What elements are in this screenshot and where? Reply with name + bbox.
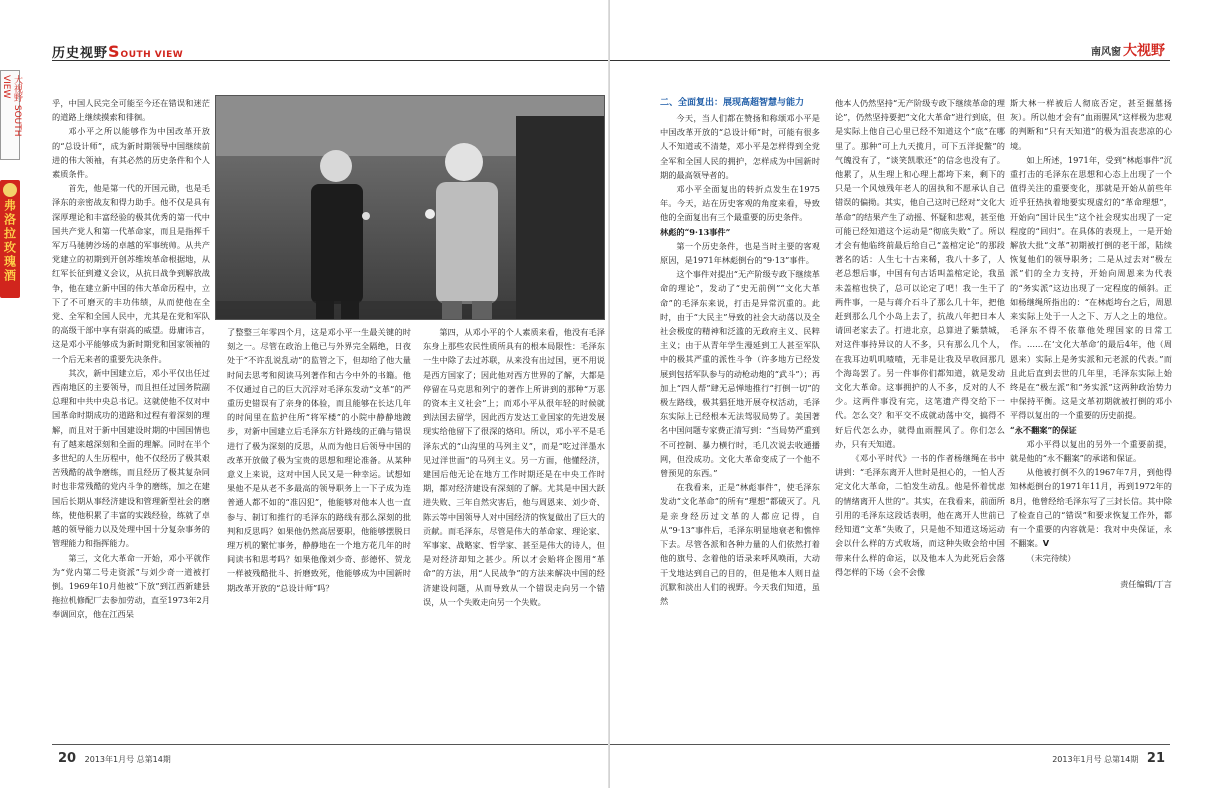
logo-seal-icon <box>3 183 17 197</box>
subheading: 林彪的“9·13事件” <box>660 226 731 237</box>
paragraph: 邓小平之所以能够作为中国改革开放的“总设计师”，成为新时期领导中国继续前进的伟大领袖，有其必然的历史条件和个人素质条件。 <box>52 126 210 180</box>
paragraph: 邓小平得以复出的另外一个重要前提，就是他的“永不翻案”的承诺和保证。 <box>1010 438 1172 464</box>
section-title-zh: 历史视野 <box>52 46 109 61</box>
paragraph: 首先，他是第一代的开国元勋，也是毛泽东的亲密战友和得力助手。他不仅是具有深厚理论和丰富经验的极其优秀的第一代中国共产党人和第一代革命家，而且是指挥千军万马驰骋沙场的卓越的军事统帅。从共产党建立的初期到开创苏维埃革命根据地，从红军长征到遵义会议，从抗日战争到解放战争，他在建立新中国的伟大革命历程中，立下了不可磨灭的丰功伟绩，从而使他在全党、全军和全国人民中，尤其是在党和军队的高级干部中享有崇高的威望。毋庸讳言，这是邓小平能够成为新时期党和国家领袖的一个后无来者的重要先决条件。 <box>52 183 210 364</box>
right-page-column-3 <box>1010 96 1172 591</box>
paragraph: 斯大林一样被后人彻底否定，甚至掘墓扬灰）。所以他才会有“血雨腥风”这样极为悲观的判断和“只有天知道”的极为沮丧悲凉的心境。 <box>1010 98 1172 151</box>
section-header-right <box>1091 40 1165 60</box>
editor-credit: 责任编辑/丁言 <box>1120 578 1172 589</box>
footer-rule <box>52 744 608 745</box>
page-footer-left <box>52 751 171 766</box>
paragraph: 了整整三年零四个月，这是邓小平一生最关键的时刻之一。尽管在政治上他已与外界完全隔绝，日夜处于“不许乱说乱动”的监管之下，但却给了他大量时间去思考和阅读马列著作和古今中外的书籍。他不仅通过自己的巨大沉浮对毛泽东发动“文革”的严重历史错误有了亲身的体验，而且能够在长达几年的时间里在监护住所“将军楼”的小院中静静地踱步，对新中国建立后毛泽东方针路线的正确与错误进行了极为深刻的反思，从而为他日后领导中国的改革开放做了极为宝贵的思想和理论准备。从某种意义上来说，这对中国人民又是一种幸运。试想如果他不是从老不多最高的领导职务上一下子成为连普通人都不如的“准囚犯”，他能够对他本人也一直参与、制订和推行的毛泽东的路线有那么深刻的批判和反思吗？如果他仍然高居要职，他能够摆脱日理万机的繁忙事务，静静地在一个地方花几年的时间读书和思考吗？如果他像刘少奇、彭德怀、贺龙一样被残酷批斗、折磨致死，他能够成为中国新时期改革开放的“总设计师”吗？ <box>227 327 411 593</box>
section-header-left <box>52 42 183 61</box>
left-page-column-2 <box>227 325 411 595</box>
right-page-column-2 <box>835 96 1005 579</box>
page-number: 20 <box>58 751 77 766</box>
paragraph: 乎，中国人民完全可能至今还在错误和迷茫的道路上继续摸索和徘徊。 <box>52 98 210 123</box>
issue-info: 2013年1月号 总第14期 <box>84 755 171 764</box>
subheading: “永不翻案”的保证 <box>1010 424 1077 435</box>
paragraph: 从他被打倒不久的1967年7月，到他得知林彪倒台的1971年11月，再到1972年的8月，他曾经给毛泽东写了三封长信。其中除了检查自己的“错误”和要求恢复工作外，都有一个重要的内容就是：我对中央保证，永不翻案。V <box>1010 467 1172 549</box>
paragraph: 其次，新中国建立后，邓小平仅出任过西南地区的主要领导，而且担任过国务院副总理和中共中央总书记。这就使他不仅对中国革命时期成功的道路和过程有着深刻的理解，而且对于新中国建设时期的中国国情也有了越来越深刻和全面的理解。同时在半个多世纪的人生历程中，他不仅经历了极其艰苦残酷的战争磨练，而且经历了极其复杂同时也非常残酷的党内斗争的磨练，加之在建国后长期从事经济建设和管理新型社会的磨练，使他积累了丰富的实践经验，练就了卓越的领导能力以及处理中国十分复杂事务的管理能力和指挥能力。 <box>52 367 210 549</box>
left-page-column-1 <box>52 96 210 622</box>
page-footer-right <box>1052 751 1171 766</box>
paragraph: 邓小平全面复出的转折点发生在1975年。今天，站在历史客观的角度来看，导致他的全面复出有三个最重要的历史条件。 <box>660 184 820 223</box>
header-rule <box>52 60 608 61</box>
paragraph: 第一个历史条件，也是当时主要的客观原因，是1971年林彪倒台的“9·13”事件。 <box>660 240 820 266</box>
paragraph: 《邓小平时代》一书的作者杨继绳在书中讲到：“毛泽东离开人世时是担心的，一怕人否定文化大革命，二怕发生动乱。他是怀着忧虑的情绪离开人世的”。其实，在我看来，前面所引用的毛泽东这段话表明，他在离开人世前已经知道“文革”失败了，只是他不知道这场运动会以什么样的方式收场，而这种失败会给中国带来什么样的命运，以及他本人为此死后会落得怎样的下场（会不会像 <box>835 453 1005 577</box>
footer-rule <box>610 744 1170 745</box>
paragraph: 第三，文化大革命一开始，邓小平就作为“党内第二号走资派”与刘少奇一道被打倒。1969年10月他被“下放”到江西新建县拖拉机修配厂去参加劳动，直至1973年2月奉调回京，他在江西呆 <box>52 552 210 620</box>
paragraph: 如上所述，1971年，受到“林彪事件”沉重打击的毛泽东在思想和心态上出现了一个值得关注的重要变化，那就是开始从前些年近乎狂热执着地要实现虚幻的“革命理想”，开始向“国计民生”这个社会现实出现了一定程度的“回归”。在具体的表现上，一是开始解放大批“文革”初期被打倒的老干部，陆续恢复他们的领导职务；二是从过去对“极左派”们的全力支持，开始向周恩来为代表的“务实派”这边出现了一定程度的倾斜。正如杨继绳所指出的：“在林彪垮台之后，周恩来实际上处于一人之下、万人之上的地位。毛泽东不得不依靠他处理国家的日常工作。……在‘文化大革命’的最后4年，他（周恩来）实际上是务实派和元老派的代表。”而且此后直到去世的几年里，毛泽东实际上始终是在“极左派”和“务实派”这两种政治势力中保持平衡。这是文革初期就被打倒的邓小平得以复出的一个重要的历史前提。 <box>1010 154 1172 421</box>
section-heading: 二、全面复出：展现高超智慧与能力 <box>660 98 805 108</box>
side-section-tab: 大视野 SOUTH VIEW <box>0 70 20 160</box>
left-page <box>0 0 609 788</box>
paragraph: 今天，当人们都在赞扬和称颂邓小平是中国改革开放的“总设计师”时，可能有很多人不知道或不清楚，邓小平是怎样得到全党全军和全国人民的拥护，怎样成为中国新时期的最高领导者的。 <box>660 113 820 180</box>
advertiser-logo <box>0 180 20 298</box>
paragraph: 在我看来，正是“林彪事件”，使毛泽东发动“文化革命”的所有“理想”都破灭了。凡是亲身经历过文革的人都应记得，自从“9·13”事件后，毛泽东明显地衰老和憔悴下去。尽管各派和各种力量的人们依然打着他的旗号、念着他的语录来呼风唤雨，大动干戈地达到自己的目的，但是他本人则日益沉默和淡出人们的视野。今天我们知道，虽然 <box>660 482 820 606</box>
continued-note: （未完待续） <box>1026 552 1076 563</box>
section-title-right: 大视野 <box>1123 43 1165 59</box>
magazine-mark: 南风窗 <box>1091 47 1121 58</box>
end-mark-icon: V <box>1042 538 1050 549</box>
paragraph: 第四，从邓小平的个人素质来看，他没有毛泽东身上那些农民性质所具有的根本局限性：毛泽东一生中除了去过苏联，从来没有出过国，更不用说是西方国家了；因此他对西方世界的了解，大都是停留在马克思和列宁的著作上所讲到的那种“万恶的资本主义社会”上；而邓小平从很年轻的时候就到法国去留学，因此西方发达工业国家的先进发展现实给他留下了很深的烙印。所以，邓小平不是毛泽东式的“山沟里的马列主义”，而是“吃过洋墨水见过洋世面”的马列主义。另一方面，他懂经济，建国后他无论在地方工作时期还是在中央工作时期，都对经济建设有深刻的了解。尤其是中国大跃进失败、三年自然灾害后，他与周恩来、刘少奇、陈云等中国领导人对中国经济的恢复做出了巨大的贡献。而毛泽东，尽管是伟大的革命家、理论家、军事家、战略家、哲学家、甚至是伟大的诗人，但是对经济却知之甚少。所以才会贻将企图用“革命”的方法，用“人民战争”的方法来解决中国的经济建设问题，从而导致从一个错误走向另一个错误，从一个失败走向另一个失败。 <box>423 327 605 607</box>
issue-info: 2013年1月号 总第14期 <box>1052 755 1139 764</box>
left-page-column-3 <box>423 325 605 609</box>
page-number: 21 <box>1146 751 1165 766</box>
photo-image <box>216 96 605 320</box>
paragraph: 他本人仍然坚持“无产阶级专政下继续革命的理论”，仍然坚持要把“文化大革命”进行到底，但是实际上他自己心里已经不知道这个“底”在哪里了。那种“可上九天揽月，可下五洋捉鳖”的气魄没有了，“谈笑凯歌还”的信念也没有了。他累了，从生理上和心理上都垮下来，剩下的只是一个风烛残年老人的固执和不愿承认自己错误的偏拗。其实，他自己这时已经对“文化大革命”的结果产生了动摇、怀疑和悲观，甚至他可能已经知道这个运动是“彻底失败”了。所以才会有他临终前最后给自己“盖棺定论”的那段著名的话：人生七十古来稀，我八十多了，人老总想后事，中国有句古话叫盖棺定论，我虽未盖棺也快了，总可以论定了吧！我一生干了两件事，一是与蒋介石斗了那么几十年，把他赶到那么几个小岛上去了，抗战八年把日本人请回老家去了。打进北京，总算进了紫禁城，对这件事持异议的人不多，只有那么几个人，在我耳边叽叽喳喳，无非是让我及早收回那几个海岛罢了。另一件事你们都知道，就是发动文化大革命。这事拥护的人不多，反对的人不少。这两件事没有完，这笔遗产得交给下一代。怎么交？和平交不成就动荡中交，搞得不好后代怎么办，就得血雨腥风了。你们怎么办，只有天知道。 <box>835 98 1005 449</box>
paragraph: 这个事件对提出“无产阶级专政下继续革命的理论”，发动了“史无前例”“文化大革命”的毛泽东来说，打击是异常沉重的。此时，由于“大民主”导致的社会大动荡以及全社会极度的精神和泛滥的无政府主义、民粹主义；由于从青年学生漫延到工人甚至军队中的极其严重的派性斗争（许多地方已经发展到包括军队参与的动枪动炮的“武斗”）；再加上“四人帮”肆无忌惮地推行“打倒一切”的极左路线，极其猖狂地开展夺权活动，毛泽东实际上已经根本无法驾驭局势了。美国著名中国问题专家费正清写到：“当局势严重到不可控制、暴力横行时，毛几次说去收通播网，但没成功。文化大革命变成了一个他不曾预见的东西。” <box>660 269 820 479</box>
logo-text: 弗洛拉玫瑰酒 <box>2 199 17 283</box>
historical-photo <box>215 95 605 320</box>
section-title-en: OUTH VIEW <box>120 50 184 60</box>
header-rule <box>610 60 1170 61</box>
right-page-column-1 <box>660 96 820 608</box>
section-title-initial: S <box>108 42 121 61</box>
right-page <box>610 0 1219 788</box>
